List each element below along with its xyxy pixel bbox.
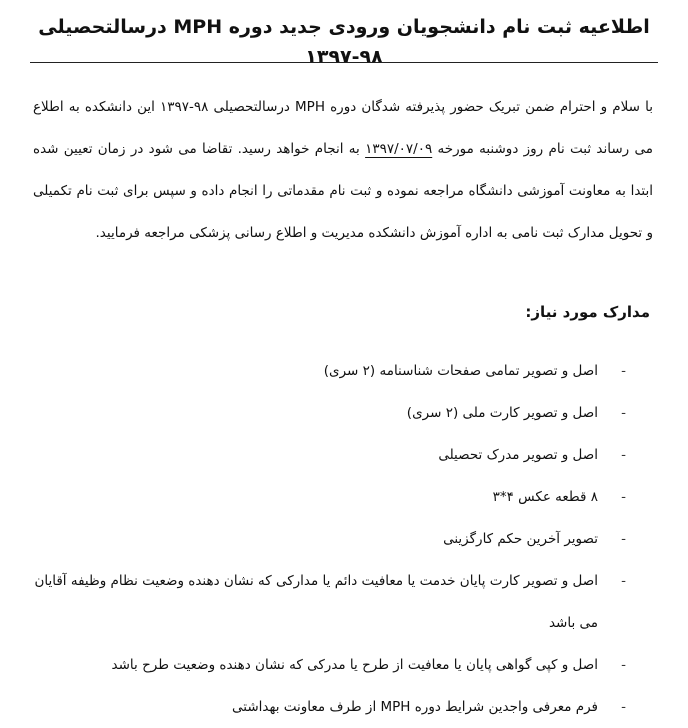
list-item-text: تصویر آخرین حکم کارگزینی <box>443 531 598 547</box>
list-item <box>0 644 688 686</box>
title-divider <box>30 62 658 63</box>
list-item <box>0 392 688 434</box>
page-title: اطلاعیه ثبت نام دانشجویان ورودی جدید دوره MPH درسالتحصیلی ۹۸-۱۳۹۷ <box>38 16 650 68</box>
list-dash: - <box>621 657 626 673</box>
list-item <box>0 476 688 518</box>
intro-text-end: به انجام خواهد رسید. تقاضا می شود در زمان تعیین شده ابتدا به معاونت آموزشی دانشگاه مراجعه نموده و ثبت نام مقدماتی را انجام داده و سپس برای ثبت نام تکمیلی و تحویل مدارک ثبت نامی به اداره آموزش دانشکده مدیریت و اطلاع رسانی پزشکی مراجعه فرمایید. <box>33 140 653 241</box>
list-item <box>0 434 688 476</box>
list-item-text: فرم معرفی واجدین شرایط دوره MPH از طرف معاونت بهداشتی <box>232 699 598 715</box>
list-dash: - <box>621 363 626 379</box>
list-item-text: اصل و تصویر کارت پایان خدمت یا معافیت دائم یا مدارکی که نشان دهنده وضعیت نظام وظیفه آقایان می باشد <box>34 573 598 631</box>
list-item-text: اصل و کپی گواهی پایان یا معافیت از طرح یا مدرکی که نشان دهنده وضعیت طرح باشد <box>111 657 598 673</box>
list-item-text: ۸ قطعه عکس ۴*۳ <box>492 489 598 505</box>
list-item <box>0 518 688 560</box>
list-dash: - <box>621 447 626 463</box>
list-item-text: اصل و تصویر کارت ملی (۲ سری) <box>406 405 598 421</box>
list-dash: - <box>621 489 626 505</box>
required-documents-heading: مدارک مورد نیاز: <box>525 303 650 321</box>
list-item-text: اصل و تصویر مدرک تحصیلی <box>438 447 598 463</box>
list-item <box>0 686 688 728</box>
registration-date: ۱۳۹۷/۰۷/۰۹ <box>365 140 433 157</box>
list-dash: - <box>621 573 626 589</box>
list-item-text: اصل و تصویر تمامی صفحات شناسنامه (۲ سری) <box>323 363 598 379</box>
list-dash: - <box>621 531 626 547</box>
intro-text-start: با سلام و احترام ضمن تبریک حضور پذیرفته شدگان دوره MPH درسالتحصیلی ۹۸-۱۳۹۷ این دانشکده به اطلاع می رساند ثبت نام روز دوشنبه مورخه <box>33 98 653 157</box>
list-item <box>0 560 688 644</box>
intro-paragraph <box>33 86 653 254</box>
list-dash: - <box>621 405 626 421</box>
required-documents-list <box>0 350 688 728</box>
list-item <box>0 350 688 392</box>
list-dash: - <box>621 699 626 715</box>
